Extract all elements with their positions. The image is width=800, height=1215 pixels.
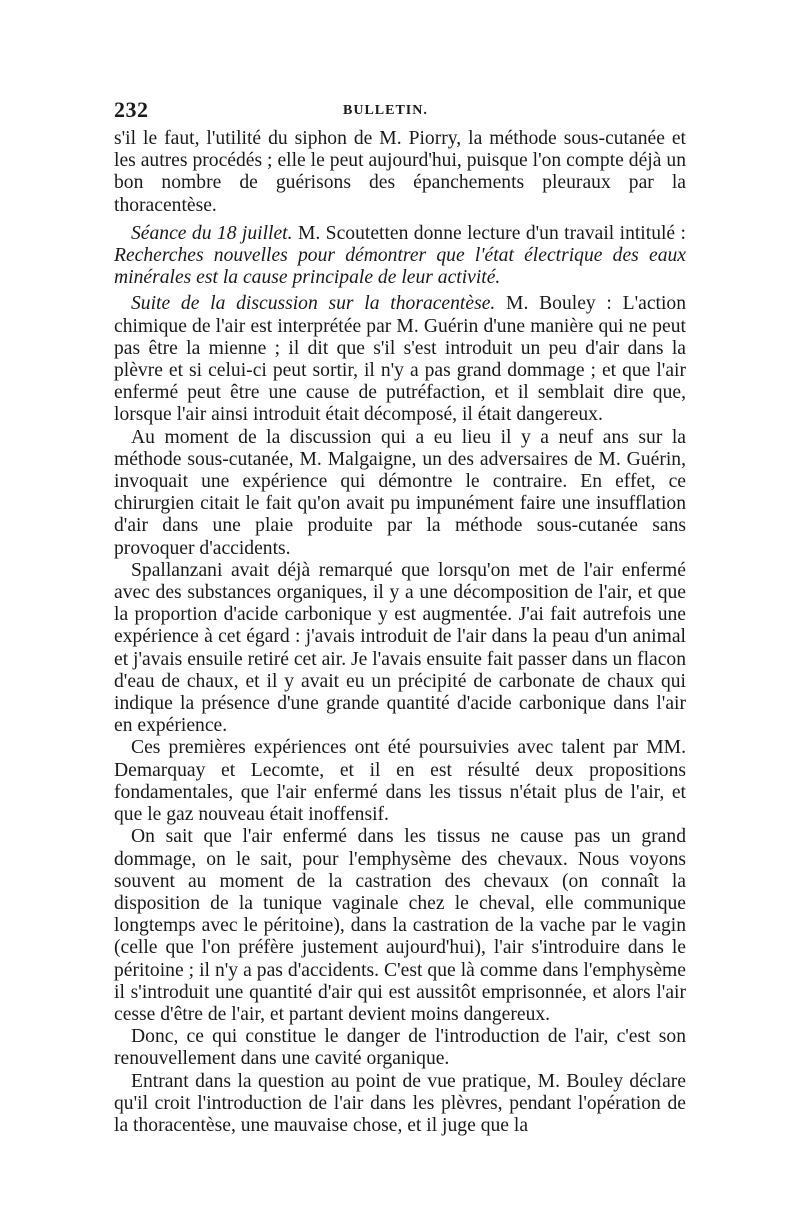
page-number: 232 (114, 97, 149, 122)
paragraph-3-text: M. Bouley : L'action chimique de l'air est interprétée par M. Guérin d'une manière qui ne peut pas être la mienne ; il dit que s'il s'est introduit un peu d'air dans la plèvre et si celui-ci peut sortir, il n'y a pas grand dommage ; et que l'air enfermé peut être une cause de putréfaction, et il semblait dire que, lorsque l'air ainsi introduit était décomposé, il était dangereux. (114, 293, 686, 426)
body-text (114, 128, 686, 1137)
page-header (114, 97, 686, 123)
paragraph-3 (114, 293, 686, 426)
paragraph-4: Au moment de la discussion qui a eu lieu il y a neuf ans sur la méthode sous-cutanée, M. Malgaigne, un des adversaires de M. Guérin, invoquait une expérience qui démontre le contraire. En effet, ce chirurgien citait le fait qu'on avait pu impunément faire une insufflation d'air dans une plaie produite par la méthode sous-cutanée sans provoquer d'accidents. (114, 426, 686, 559)
work-title: Recherches nouvelles pour démontrer que l'état électrique des eaux minérales est la cause principale de leur activité. (114, 245, 686, 289)
paragraph-2-text: M. Scoutetten donne lecture d'un travail intitulé : (292, 222, 686, 244)
paragraph-8: Donc, ce qui constitue le danger de l'introduction de l'air, c'est son renouvellement dans une cavité organique. (114, 1026, 686, 1070)
paragraph-9: Entrant dans la question au point de vue pratique, M. Bouley déclare qu'il croit l'introduction de l'air dans les plèvres, pendant l'opération de la thoracentèse, une mauvaise chose, et il juge que la (114, 1070, 686, 1136)
session-date: Séance du 18 juillet. (131, 222, 293, 244)
paragraph-1: s'il le faut, l'utilité du siphon de M. Piorry, la méthode sous-cutanée et les autres procédés ; elle le peut aujourd'hui, puisque l'on compte déjà un bon nombre de guérisons des épanchements pleuraux par la thoracentèse. (114, 128, 686, 216)
running-head: BULLETIN. (343, 103, 428, 118)
paragraph-6: Ces premières expériences ont été poursuivies avec talent par MM. Demarquay et Lecomte, et il en est résulté deux propositions fondamentales, que l'air enfermé dans les tissus n'était plus de l'air, et que le gaz nouveau était inoffensif. (114, 737, 686, 826)
discussion-heading: Suite de la discussion sur la thoracentèse. (131, 293, 496, 315)
paragraph-5: Spallanzani avait déjà remarqué que lorsqu'on met de l'air enfermé avec des substances organiques, il y a une décomposition de l'air, et que la proportion d'acide carbonique y est augmentée. J'ai fait autrefois une expérience à cet égard : j'avais introduit de l'air dans la peau d'un animal et j'avais ensuile retiré cet air. Je l'avais ensuite fait passer dans un flacon d'eau de chaux, et il y avait eu un précipité de carbonate de chaux qui indique la présence d'une grande quantité d'acide carbonique dans l'air en expérience. (114, 559, 686, 737)
paragraph-7: On sait que l'air enfermé dans les tissus ne cause pas un grand dommage, on le sait, pour l'emphysème des chevaux. Nous voyons souvent au moment de la castration des chevaux (on connaît la disposition de la tunique vaginale chez le cheval, elle communique longtemps avec le péritoine), dans la castration de la vache par le vagin (celle que l'on préfère justement aujourd'hui), l'air s'introduire dans le péritoine ; il n'y a pas d'accidents. C'est que là comme dans l'emphysème il s'introduit une quantité d'air qui est aussitôt emprisonnée, et alors l'air cesse d'être de l'air, et partant devient moins dangereux. (114, 826, 686, 1025)
paragraph-2 (114, 223, 686, 290)
